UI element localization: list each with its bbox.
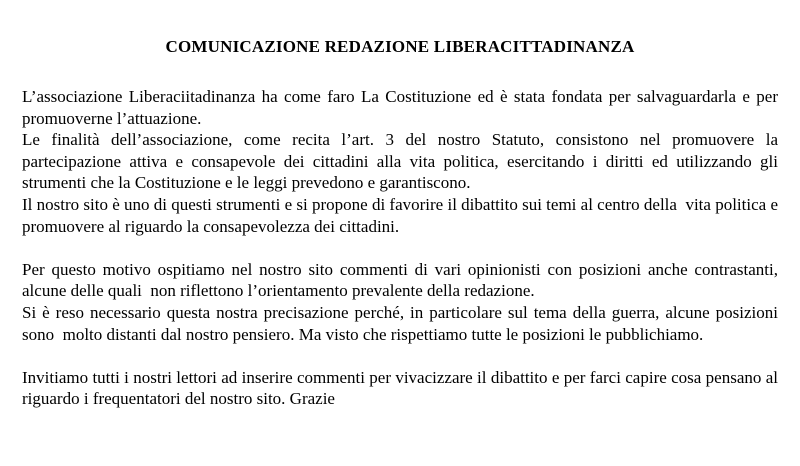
- paragraph-block-editorial-position: [22, 259, 783, 345]
- paragraph-association-mission: L’associazione Liberaciitadinanza ha come faro La Costituzione ed è stata fondata per salvaguardarla e per promuoverne l’attuazione.: [22, 87, 783, 128]
- paragraph-clarification: Si è reso necessario questa nostra precisazione perché, in particolare sul tema della guerra, alcune posizioni sono molto distanti dal nostro pensiero. Ma visto che rispettiamo tutte le posizioni le pubblichiamo.: [22, 302, 783, 344]
- page-title: COMUNICAZIONE REDAZIONE LIBERACITTADINANZA: [165, 37, 635, 56]
- paragraph-block-invitation: [22, 367, 783, 410]
- paragraph-opinion-diversity: Per questo motivo ospitiamo nel nostro sito commenti di vari opinionisti con posizioni anche contrastanti, alcune delle quali non riflettono l’orientamento prevalente della redazione.: [22, 259, 783, 301]
- paragraph-block-intro: [22, 86, 783, 237]
- paragraph-statute-goals: Le finalità dell’associazione, come recita l’art. 3 del nostro Statuto, consistono nel promuovere la partecipazione attiva e consapevole dei cittadini alla vita politica, esercitando i diritti ed utilizzando gli strumenti che la Costituzione e le leggi prevedono e garantiscono.: [22, 130, 783, 193]
- paragraph-site-purpose: Il nostro sito è uno di questi strumenti e si propone di favorire il dibattito sui temi al centro della vita politica e promuovere al riguardo la consapevolezza dei cittadini.: [22, 194, 783, 236]
- document-body: [22, 86, 783, 410]
- paragraph-reader-invitation: Invitiamo tutti i nostri lettori ad inserire commenti per vivacizzare il dibattito e per farci capire cosa pensano al riguardo i frequentatori del nostro sito. Grazie: [22, 367, 783, 409]
